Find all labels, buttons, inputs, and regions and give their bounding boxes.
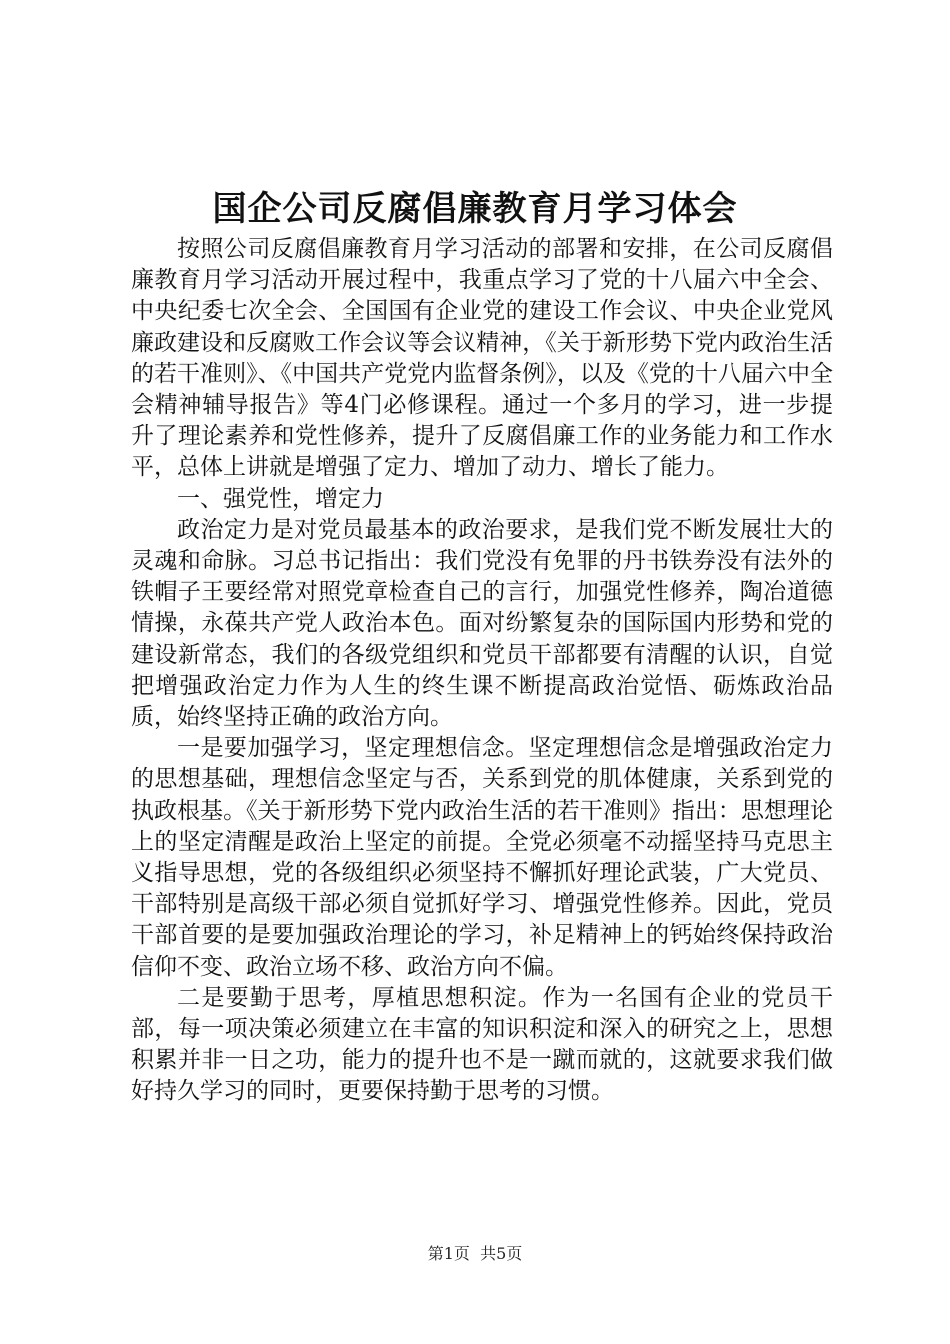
section-paragraph: 政治定力是对党员最基本的政治要求，是我们党不断发展壮大的灵魂和命脉。习总书记指出：我们党没有免罪的丹书铁券没有法外的铁帽子王要经常对照党章检查自己的言行，加强党性修养，陶冶道德情操，永葆共产党人政治本色。面对纷繁复杂的国际国内形势和党的建设新常态，我们的各级党组织和党员干部都要有清醒的认识，自觉把增强政治定力作为人生的终生课不断提高政治觉悟、砺炼政治品质，始终坚持正确的政治方向。 <box>131 516 833 731</box>
intro-paragraph: 按照公司反腐倡廉教育月学习活动的部署和安排，在公司反腐倡廉教育月学习活动开展过程中，我重点学习了党的十八届六中全会、中央纪委七次全会、全国国有企业党的建设工作会议、中央企业党风廉政建设和反腐败工作会议等会议精神，《关于新形势下党内政治生活的若干准则》、《中国共产党党内监督条例》，以及《党的十八届六中全会精神辅导报告》等4门必修课程。通过一个多月的学习，进一步提升了理论素养和党性修养，提升了反腐倡廉工作的业务能力和工作水平，总体上讲就是增强了定力、增加了动力、增长了能力。 <box>131 236 833 481</box>
point-two-paragraph: 二是要勤于思考，厚植思想积淀。作为一名国有企业的党员干部，每一项决策必须建立在丰富的知识积淀和深入的研究之上，思想积累并非一日之功，能力的提升也不是一蹴而就的，这就要求我们做好持久学习的同时，更要保持勤于思考的习惯。 <box>131 984 833 1105</box>
point-one-paragraph: 一是要加强学习，坚定理想信念。坚定理想信念是增强政治定力的思想基础，理想信念坚定与否，关系到党的肌体健康，关系到党的执政根基。《关于新形势下党内政治生活的若干准则》指出：思想理论上的坚定清醒是政治上坚定的前提。全党必须毫不动摇坚持马克思主义指导思想，党的各级组织必须坚持不懈抓好理论武装，广大党员、干部特别是高级干部必须自觉抓好学习、增强党性修养。因此，党员干部首要的是要加强政治理论的学习，补足精神上的钙始终保持政治信仰不变、政治立场不移、政治方向不偏。 <box>131 735 833 980</box>
page-number-label: 第1页 共5页 <box>427 1244 523 1263</box>
page-footer <box>0 1243 950 1265</box>
section-heading: 一、强党性，增定力 <box>177 485 384 512</box>
document-body <box>131 234 833 1108</box>
document-title: 国企公司反腐倡廉教育月学习体会 <box>212 189 738 229</box>
